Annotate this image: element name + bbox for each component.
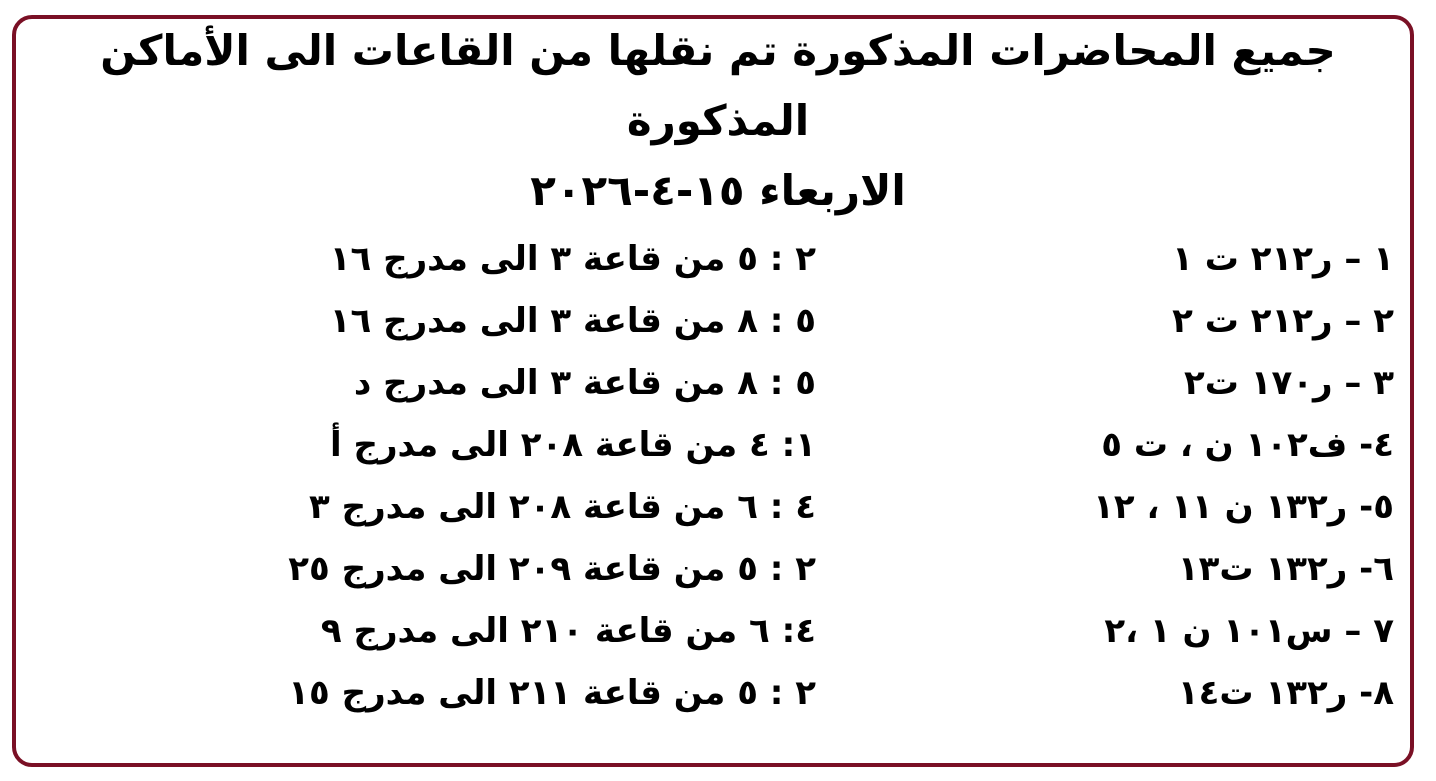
relocation-list: [0, 232, 1436, 728]
course-code: ٤- ف١٠٢ ن ، ت ٥: [1101, 425, 1394, 465]
course-code: ٢ – ر٢١٢ ت ٢: [1172, 301, 1394, 341]
relocation-detail: ٥ : ٨ من قاعة ٣ الى مدرج د: [353, 363, 816, 403]
relocation-row: [0, 418, 1436, 480]
relocation-detail: ٤: ٦ من قاعة ٢١٠ الى مدرج ٩: [320, 611, 816, 651]
course-code: ٣ – ر١٧٠ ت٢: [1183, 363, 1394, 403]
relocation-detail: ٢ : ٥ من قاعة ٢١١ الى مدرج ١٥: [288, 673, 816, 713]
course-code: ٦- ر١٣٢ ت١٣: [1177, 549, 1394, 589]
relocation-detail: ١: ٤ من قاعة ٢٠٨ الى مدرج أ: [329, 425, 816, 465]
relocation-row: [0, 480, 1436, 542]
relocation-detail: ٢ : ٥ من قاعة ٣ الى مدرج ١٦: [329, 239, 816, 279]
relocation-detail: ٢ : ٥ من قاعة ٢٠٩ الى مدرج ٢٥: [288, 549, 816, 589]
relocation-row: [0, 604, 1436, 666]
course-code: ٥- ر١٣٢ ن ١١ ، ١٢: [1093, 487, 1394, 527]
relocation-row: [0, 356, 1436, 418]
course-code: ١ – ر٢١٢ ت ١: [1172, 239, 1394, 279]
relocation-detail: ٤ : ٦ من قاعة ٢٠٨ الى مدرج ٣: [309, 487, 816, 527]
course-code: ٨- ر١٣٢ ت١٤: [1177, 673, 1394, 713]
notice-title-line-2: المذكورة: [626, 96, 810, 145]
notice-date: الاربعاء ١٥-٤-٢٠٢٦: [530, 166, 906, 215]
relocation-row: [0, 666, 1436, 728]
relocation-row: [0, 294, 1436, 356]
relocation-detail: ٥ : ٨ من قاعة ٣ الى مدرج ١٦: [329, 301, 816, 341]
relocation-row: [0, 232, 1436, 294]
course-code: ٧ – س١٠١ ن ١ ،٢: [1104, 611, 1394, 651]
notice-title-line-1: جميع المحاضرات المذكورة تم نقلها من القاعات الى الأماكن: [100, 26, 1336, 75]
relocation-row: [0, 542, 1436, 604]
